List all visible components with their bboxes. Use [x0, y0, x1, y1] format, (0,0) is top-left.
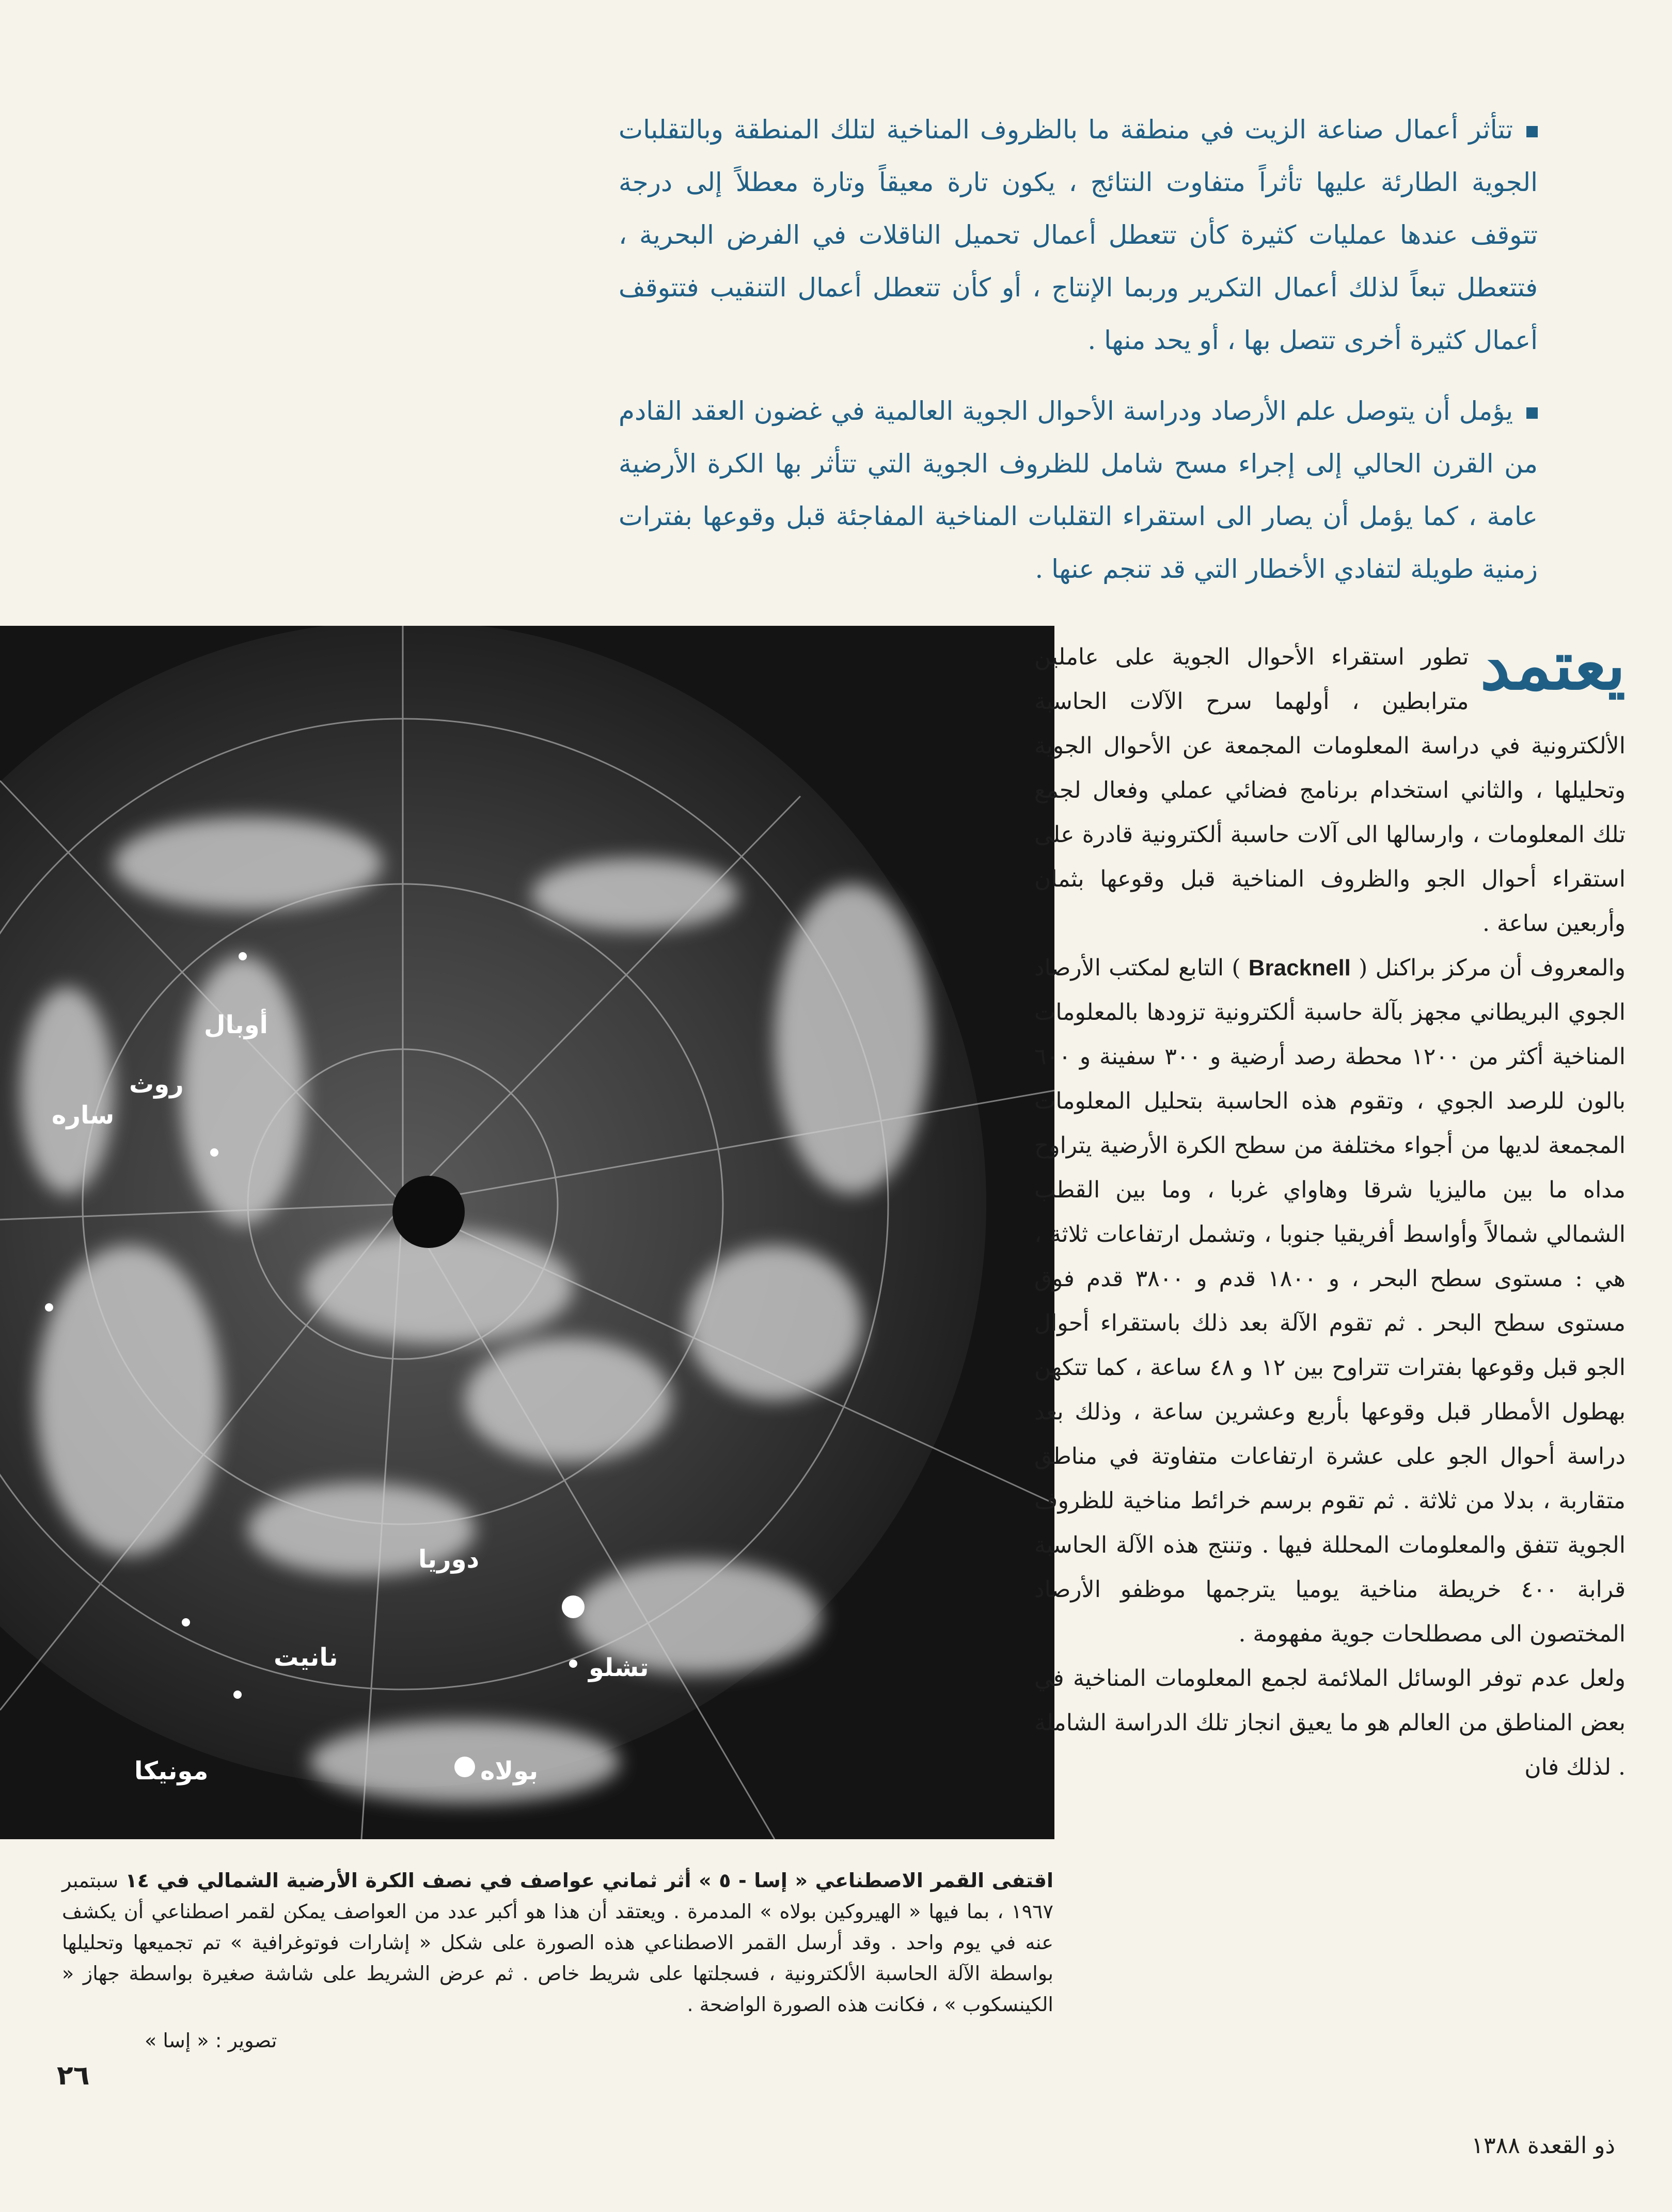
photo-caption: [62, 1865, 1053, 2020]
article-paragraph-2-start: والمعروف أن مركز براكنل (: [1359, 955, 1626, 981]
main-article-column: [1034, 626, 1626, 1790]
storm-label-pola: بولاه: [480, 1757, 539, 1786]
storm-label-sara: ساره: [52, 1101, 115, 1130]
article-paragraph-3: [1034, 1656, 1626, 1790]
page-number: ٢٦: [57, 2060, 90, 2091]
satellite-globe-image: [0, 626, 1054, 1839]
dropcap-word: يعتمد: [1480, 626, 1626, 705]
storm-label-ruth: روث: [129, 1070, 184, 1099]
caption-lead: اقتفى القمر الاصطناعي « إسا - ٥ » أثر ثماني عواصف في نصف الكرة الأرضية الشمالي في ١٤: [125, 1869, 1053, 1892]
photo-credit: تصوير : « إسا »: [145, 2029, 277, 2052]
article-paragraph-3-text: ولعل عدم توفر الوسائل الملائمة لجمع المعلومات المناخية في بعض المناطق من العالم هو ما يعيق انجاز تلك الدراسة الشاملة . لذلك فان: [1034, 1665, 1626, 1780]
storm-label-thelma: تشلو: [589, 1653, 649, 1682]
bullet-square-icon: [1526, 126, 1538, 137]
issue-date-footer: ذو القعدة ١٣٨٨: [1471, 2132, 1615, 2159]
storm-label-nanette: نانيت: [274, 1643, 338, 1672]
caption-body: سبتمبر ١٩٦٧ ، بما فيها « الهيروكين بولاه » المدمرة . ويعتقد أن هذا هو أكبر عدد من العواصف يمكن لقمر اصطناعي أن يكشف عنه في يوم واحد . وقد أرسل القمر الاصطناعي هذه الصورة على شكل « إشارات فوتوغرافية » تم تجميعها وتحليلها بواسطة الآلة الحاسبة الألكترونية ، فسجلتها على شريط خاص . ثم عرض الشريط على شاشة صغيرة بواسطة جهاز « الكينسكوب » ، فكانت هذه الصورة الواضحة .: [62, 1869, 1053, 2016]
storm-label-opal: أوبال: [204, 1010, 268, 1039]
storm-label-doria: دوريا: [418, 1545, 480, 1574]
article-paragraph-2-text: ) التابع لمكتب الأرصاد الجوي البريطاني مجهز بآلة حاسبة ألكترونية تزودها بالمعلومات المناخية أكثر من ١٢٠٠ محطة رصد أرضية و ٣٠٠ سفينة و ٦٠٠ بالون للرصد الجوي ، وتقوم هذه الحاسبة بتحليل المعلومات المجمعة لديها من أجواء مختلفة من سطح الكرة الأرضية يتراوح مداه ما بين ماليزيا شرقا وهاواي غربا ، وما بين القطب الشمالي شمالاً وأواسط أفريقيا جنوبا ، وتشمل ارتفاعات ثلاثة ، هي : مستوى سطح البحر ، و ١٨٠٠ قدم و ٣٨٠٠ قدم فوق مستوى سطح البحر . ثم تقوم الآلة بعد ذلك باستقراء أحوال الجو قبل وقوعها بفترات تتراوح بين ١٢ و ٤٨ ساعة ، كما تتكهن بهطول الأمطار قبل وقوعها بأربع وعشرين ساعة ، وذلك بعد دراسة أحوال الجو على عشرة ارتفاعات متفاوتة في مناطق متقاربة ، بدلا من ثلاثة . ثم تقوم برسم خرائط مناخية للظروف الجوية تتفق والمعلومات المحللة فيها . وتنتج هذه الآلة الحاسبة قرابة ٤٠٠ خريطة مناخية يوميا يترجمها موظفو الأرصاد المختصون الى مصطلحات جوية مفهومة .: [1034, 955, 1626, 1647]
intro-text-1: تتأثر أعمال صناعة الزيت في منطقة ما بالظروف المناخية لتلك المنطقة وبالتقلبات الجوية الطارئة عليها تأثراً متفاوت النتائج ، يكون تارة معيقاً وتارة معطلاً إلى درجة تتوقف عندها عمليات كثيرة كأن تتعطل أعمال تحميل الناقلات في الفرض البحرية ، فتتعطل تبعاً لذلك أعمال التكرير وربما الإنتاج ، أو كأن تتعطل أعمال التنقيب فتتوقف أعمال كثيرة أخرى تتصل بها ، أو يحد منها .: [619, 115, 1538, 355]
intro-paragraph-2: [619, 385, 1538, 595]
intro-text-2: يؤمل أن يتوصل علم الأرصاد ودراسة الأحوال الجوية العالمية في غضون العقد القادم من القرن الحالي إلى إجراء مسح شامل للظروف الجوية التي تتأثر بها الكرة الأرضية عامة ، كما يؤمل أن يصار الى استقراء التقلبات المناخية المفاجئة قبل وقوعها بفترات زمنية طويلة لتفادي الأخطار التي قد تنجم عنها .: [619, 396, 1538, 584]
article-paragraph-1-text: تطور استقراء الأحوال الجوية على عاملين مترابطين ، أولهما سرح الآلات الحاسبة الألكترونية في دراسة المعلومات المجمعة عن الأحوال الجوية وتحليلها ، والثاني استخدام برنامج فضائي عملي وفعال لجمع تلك المعلومات ، وارسالها الى آلات حاسبة ألكترونية قادرة على استقراء أحوال الجو والظروف المناخية قبل وقوعها بثمان وأربعين ساعة .: [1034, 644, 1626, 937]
article-paragraph-2: [1034, 946, 1626, 1656]
intro-paragraph-1: [619, 103, 1538, 367]
bullet-square-icon: [1526, 407, 1538, 419]
article-paragraph-1: [1034, 626, 1626, 946]
storm-label-monica: مونيكا: [134, 1757, 209, 1786]
satellite-photo: [0, 626, 1054, 1839]
bracknell-name: Bracknell: [1248, 955, 1351, 981]
